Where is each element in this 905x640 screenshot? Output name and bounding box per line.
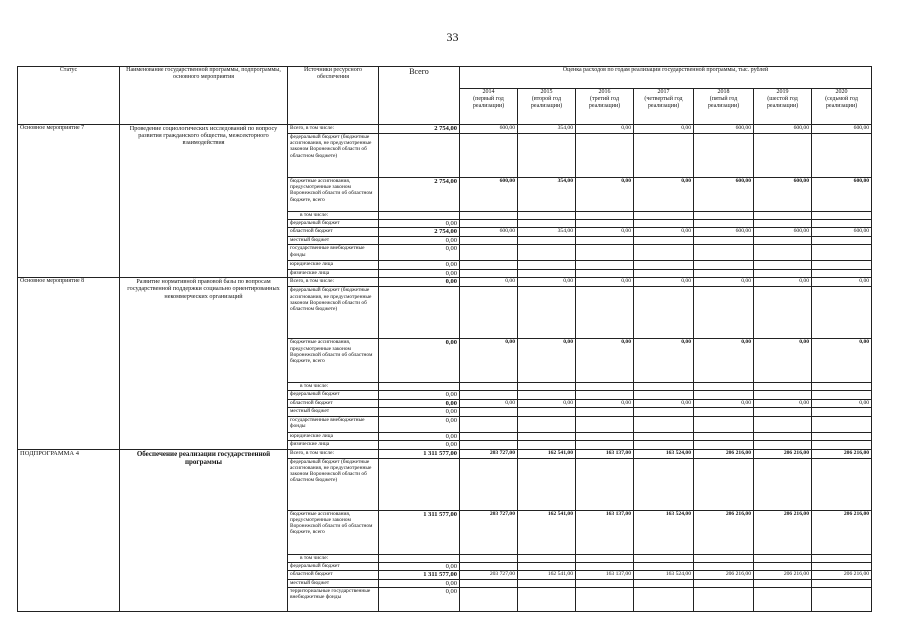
year-value: 0,00 <box>812 399 872 407</box>
year-value <box>694 441 754 449</box>
year-value <box>694 269 754 277</box>
funding-source: областной бюджет <box>288 571 379 579</box>
year-value: 0,00 <box>754 339 812 383</box>
year-value <box>576 134 634 178</box>
year-value: 0,00 <box>634 178 694 212</box>
year-value <box>754 458 812 510</box>
year-value: 206 216,00 <box>694 449 754 458</box>
row-program-name: Проведение социологических исследований по вопросу развития гражданского общества, межсекторного взаимодействия <box>120 125 288 278</box>
year-value <box>518 432 576 440</box>
year-value: 0,00 <box>576 278 634 287</box>
year-value <box>576 383 634 391</box>
year-value: 0,00 <box>518 278 576 287</box>
total-value: 0,00 <box>379 391 460 399</box>
year-value <box>460 458 518 510</box>
funding-source: федеральный бюджет (бюджетные ассигнования, не предусмотренные законом Воронежской области об областном бюджете) <box>288 287 379 339</box>
year-value: 354,00 <box>518 125 576 134</box>
total-value: 0,00 <box>379 236 460 244</box>
year-value <box>518 391 576 399</box>
funding-source: областной бюджет <box>288 399 379 407</box>
total-value: 2 754,00 <box>379 125 460 134</box>
total-value: 0,00 <box>379 261 460 269</box>
row-status: ПОДПРОГРАММА 4 <box>18 449 120 611</box>
year-value <box>460 441 518 449</box>
header-year-5 <box>694 89 754 125</box>
total-value: 0,00 <box>379 441 460 449</box>
funding-source: бюджетные ассигнования, предусмотренные законом Воронежской области об областном бюджете, всего <box>288 339 379 383</box>
year-value: 162 541,00 <box>518 571 576 579</box>
year-value <box>518 245 576 261</box>
year-value <box>694 562 754 570</box>
year-value: 163 524,00 <box>634 571 694 579</box>
year-value: 163 524,00 <box>634 510 694 554</box>
year-note: (второй год реализации) <box>530 95 563 109</box>
year-value <box>634 236 694 244</box>
year-value: 0,00 <box>812 339 872 383</box>
year-value <box>812 408 872 416</box>
year-value <box>694 432 754 440</box>
year-value: 0,00 <box>754 399 812 407</box>
header-year-3 <box>576 89 634 125</box>
year-note: (пятый год реализации) <box>707 95 740 109</box>
year-value <box>812 458 872 510</box>
year-value <box>812 554 872 562</box>
year-value <box>634 261 694 269</box>
year-value <box>634 408 694 416</box>
year-value: 600,00 <box>460 125 518 134</box>
year-value: 600,00 <box>694 228 754 236</box>
year-value: 0,00 <box>694 339 754 383</box>
year-value <box>812 432 872 440</box>
year-value <box>754 220 812 228</box>
year-value: 0,00 <box>634 228 694 236</box>
year-value <box>460 562 518 570</box>
row-status: Основное мероприятие 7 <box>18 125 120 278</box>
year-value: 203 727,00 <box>460 571 518 579</box>
year-value <box>518 269 576 277</box>
year-value <box>754 383 812 391</box>
header-year-7 <box>812 89 872 125</box>
year-value <box>576 562 634 570</box>
year-value: 206 216,00 <box>754 571 812 579</box>
funding-source: в том числе: <box>288 383 379 391</box>
year-value <box>754 245 812 261</box>
funding-source: Всего, в том числе: <box>288 125 379 134</box>
year-value: 0,00 <box>634 339 694 383</box>
year-value <box>694 391 754 399</box>
year-value <box>576 236 634 244</box>
year-value <box>460 391 518 399</box>
year-value <box>576 287 634 339</box>
year-value <box>460 554 518 562</box>
year-value: 600,00 <box>754 228 812 236</box>
year-value <box>460 432 518 440</box>
year-value <box>754 261 812 269</box>
total-value: 0,00 <box>379 399 460 407</box>
year-value <box>576 579 634 587</box>
funding-source: областной бюджет <box>288 228 379 236</box>
year-value <box>754 134 812 178</box>
year-value <box>812 287 872 339</box>
funding-source: юридические лица <box>288 432 379 440</box>
header-name: Наименование государственной программы, подпрограммы, основного мероприятия <box>120 67 288 125</box>
year-value: 354,00 <box>518 178 576 212</box>
funding-source: федеральный бюджет <box>288 391 379 399</box>
year-value <box>812 391 872 399</box>
total-value: 2 754,00 <box>379 178 460 212</box>
year-value <box>518 261 576 269</box>
year-value <box>694 416 754 432</box>
year-value: 163 524,00 <box>634 449 694 458</box>
year-value <box>518 212 576 220</box>
year-value <box>576 441 634 449</box>
table-row <box>18 449 872 458</box>
year-value <box>754 287 812 339</box>
year-value <box>754 408 812 416</box>
year-value <box>518 416 576 432</box>
year-value <box>694 408 754 416</box>
year-value <box>754 441 812 449</box>
year-value <box>812 588 872 612</box>
year-label: 2015 <box>540 89 553 95</box>
year-value <box>576 212 634 220</box>
year-value <box>634 588 694 612</box>
year-value: 0,00 <box>634 278 694 287</box>
table-row <box>18 278 872 287</box>
year-value <box>576 416 634 432</box>
total-value: 0,00 <box>379 432 460 440</box>
year-value <box>754 236 812 244</box>
funding-source: бюджетные ассигнования, предусмотренные законом Воронежской области об областном бюджете, всего <box>288 510 379 554</box>
year-value <box>576 588 634 612</box>
year-value <box>694 236 754 244</box>
header-status: Статус <box>18 67 120 125</box>
year-label: 2014 <box>482 89 495 95</box>
total-value: 0,00 <box>379 416 460 432</box>
year-value <box>576 432 634 440</box>
year-value: 0,00 <box>634 125 694 134</box>
year-value: 0,00 <box>694 278 754 287</box>
total-value: 0,00 <box>379 220 460 228</box>
year-value <box>576 554 634 562</box>
year-value <box>634 287 694 339</box>
year-value <box>634 441 694 449</box>
year-value <box>634 212 694 220</box>
year-value <box>634 562 694 570</box>
year-note: (третий год реализации) <box>588 95 621 109</box>
year-value <box>460 287 518 339</box>
year-value <box>694 579 754 587</box>
year-value <box>518 588 576 612</box>
year-value: 163 137,00 <box>576 571 634 579</box>
funding-source: бюджетные ассигнования, предусмотренные законом Воронежской области об областном бюджете, всего <box>288 178 379 212</box>
year-value <box>812 212 872 220</box>
year-value <box>694 458 754 510</box>
year-value <box>576 458 634 510</box>
year-label: 2017 <box>657 89 670 95</box>
table-row <box>18 125 872 134</box>
page-number: 33 <box>446 30 459 44</box>
year-value <box>460 579 518 587</box>
year-value: 0,00 <box>576 125 634 134</box>
year-value: 0,00 <box>812 278 872 287</box>
total-value <box>379 287 460 339</box>
year-value: 0,00 <box>754 278 812 287</box>
year-value <box>634 391 694 399</box>
total-value: 0,00 <box>379 588 460 612</box>
total-value: 0,00 <box>379 408 460 416</box>
funding-source: Всего, в том числе: <box>288 278 379 287</box>
header-row-1 <box>18 67 872 89</box>
year-value <box>634 554 694 562</box>
year-value <box>694 220 754 228</box>
year-value <box>694 134 754 178</box>
year-value <box>460 220 518 228</box>
total-value <box>379 134 460 178</box>
total-value: 1 311 577,00 <box>379 449 460 458</box>
year-value: 0,00 <box>576 178 634 212</box>
funding-source: физические лица <box>288 441 379 449</box>
funding-source: местный бюджет <box>288 579 379 587</box>
year-value: 600,00 <box>754 178 812 212</box>
year-value <box>518 458 576 510</box>
total-value: 0,00 <box>379 269 460 277</box>
year-value <box>634 458 694 510</box>
year-value <box>576 245 634 261</box>
total-value <box>379 554 460 562</box>
year-value <box>812 383 872 391</box>
total-value: 0,00 <box>379 579 460 587</box>
year-value <box>460 134 518 178</box>
year-value: 0,00 <box>576 228 634 236</box>
year-value <box>518 579 576 587</box>
year-value <box>754 554 812 562</box>
year-value <box>634 416 694 432</box>
year-value <box>634 269 694 277</box>
year-value <box>634 220 694 228</box>
year-value <box>576 269 634 277</box>
year-value <box>576 408 634 416</box>
year-value <box>754 562 812 570</box>
year-value: 354,00 <box>518 228 576 236</box>
year-value: 206 216,00 <box>694 571 754 579</box>
year-value: 0,00 <box>460 399 518 407</box>
year-value <box>694 383 754 391</box>
year-value: 0,00 <box>460 278 518 287</box>
year-value <box>518 383 576 391</box>
year-value <box>518 236 576 244</box>
year-value <box>812 579 872 587</box>
year-label: 2019 <box>776 89 789 95</box>
year-value <box>812 269 872 277</box>
total-value: 1 311 577,00 <box>379 510 460 554</box>
year-value <box>460 588 518 612</box>
funding-source: территориальные государственные внебюджетные фонды <box>288 588 379 612</box>
year-value: 600,00 <box>754 125 812 134</box>
year-value <box>812 236 872 244</box>
header-total: Всего <box>379 67 460 125</box>
year-value <box>812 261 872 269</box>
year-value <box>460 212 518 220</box>
year-value <box>634 383 694 391</box>
total-value <box>379 383 460 391</box>
resource-table <box>17 66 872 612</box>
year-value: 0,00 <box>634 399 694 407</box>
year-value <box>754 391 812 399</box>
year-value: 163 137,00 <box>576 449 634 458</box>
year-value <box>634 432 694 440</box>
year-value <box>812 416 872 432</box>
year-value <box>754 588 812 612</box>
year-value: 0,00 <box>518 399 576 407</box>
total-value: 2 754,00 <box>379 228 460 236</box>
year-value: 162 541,00 <box>518 510 576 554</box>
year-note: (седьмой год реализации) <box>825 95 858 109</box>
year-value: 206 216,00 <box>812 449 872 458</box>
year-value <box>812 562 872 570</box>
funding-source: местный бюджет <box>288 236 379 244</box>
total-value: 0,00 <box>379 245 460 261</box>
header-year-1 <box>460 89 518 125</box>
year-value <box>518 408 576 416</box>
funding-source: физические лица <box>288 269 379 277</box>
year-value <box>460 416 518 432</box>
funding-source: Всего, в том числе: <box>288 449 379 458</box>
year-note: (шестой год реализации) <box>766 95 799 109</box>
year-value <box>460 261 518 269</box>
year-value <box>518 220 576 228</box>
year-value <box>754 212 812 220</box>
year-value <box>518 134 576 178</box>
year-value <box>634 245 694 261</box>
header-year-6 <box>754 89 812 125</box>
year-value: 600,00 <box>694 178 754 212</box>
year-value <box>576 391 634 399</box>
total-value <box>379 212 460 220</box>
funding-source: федеральный бюджет <box>288 562 379 570</box>
year-label: 2020 <box>835 89 848 95</box>
year-value <box>518 554 576 562</box>
header-year-2 <box>518 89 576 125</box>
year-value <box>754 416 812 432</box>
year-value <box>812 245 872 261</box>
year-value <box>754 432 812 440</box>
year-value: 600,00 <box>812 178 872 212</box>
year-value <box>634 134 694 178</box>
year-note: (четвертый год реализации) <box>644 95 683 109</box>
year-value: 600,00 <box>460 178 518 212</box>
header-sources: Источники ресурсного обеспечения <box>288 67 379 125</box>
year-value <box>460 269 518 277</box>
year-value: 203 727,00 <box>460 449 518 458</box>
year-value <box>754 269 812 277</box>
year-value: 163 137,00 <box>576 510 634 554</box>
total-value: 0,00 <box>379 562 460 570</box>
year-value <box>694 287 754 339</box>
year-value: 600,00 <box>694 125 754 134</box>
year-value: 162 541,00 <box>518 449 576 458</box>
year-value <box>460 245 518 261</box>
year-value <box>634 579 694 587</box>
year-value <box>576 220 634 228</box>
year-value <box>694 588 754 612</box>
year-value <box>460 408 518 416</box>
year-value <box>460 236 518 244</box>
total-value: 0,00 <box>379 339 460 383</box>
year-value: 206 216,00 <box>812 571 872 579</box>
funding-source: государственные внебюджетные фонды <box>288 245 379 261</box>
year-value <box>460 383 518 391</box>
row-status: Основное мероприятие 8 <box>18 278 120 449</box>
total-value: 0,00 <box>379 278 460 287</box>
year-value <box>812 220 872 228</box>
total-value: 1 311 577,00 <box>379 571 460 579</box>
year-value <box>754 579 812 587</box>
year-value: 0,00 <box>576 399 634 407</box>
year-label: 2018 <box>717 89 730 95</box>
year-value: 206 216,00 <box>754 510 812 554</box>
year-value <box>576 261 634 269</box>
year-value: 206 216,00 <box>754 449 812 458</box>
year-value <box>518 441 576 449</box>
year-value <box>694 554 754 562</box>
year-value <box>812 134 872 178</box>
year-value: 203 727,00 <box>460 510 518 554</box>
funding-source: федеральный бюджет <box>288 220 379 228</box>
year-value <box>694 261 754 269</box>
year-value <box>694 212 754 220</box>
year-value: 0,00 <box>694 399 754 407</box>
row-program-name: Развитие нормативной правовой базы по вопросам государственной поддержки социально ориентированных некоммерческих организаций <box>120 278 288 449</box>
header-estimate: Оценка расходов по годам реализации государственной программы, тыс. рублей <box>460 67 872 89</box>
year-value: 206 216,00 <box>812 510 872 554</box>
year-value: 0,00 <box>576 339 634 383</box>
funding-source: в том числе: <box>288 212 379 220</box>
year-note: (первый год реализации) <box>472 95 505 109</box>
year-value: 0,00 <box>518 339 576 383</box>
header-year-4 <box>634 89 694 125</box>
row-program-name: Обеспечение реализации государственной программы <box>120 449 288 611</box>
year-value: 206 216,00 <box>694 510 754 554</box>
year-value: 600,00 <box>812 125 872 134</box>
year-value <box>518 287 576 339</box>
year-value <box>518 562 576 570</box>
year-value: 600,00 <box>812 228 872 236</box>
year-value <box>812 441 872 449</box>
year-value: 600,00 <box>460 228 518 236</box>
year-label: 2016 <box>598 89 611 95</box>
funding-source: в том числе: <box>288 554 379 562</box>
total-value <box>379 458 460 510</box>
funding-source: местный бюджет <box>288 408 379 416</box>
year-value <box>694 245 754 261</box>
funding-source: федеральный бюджет (бюджетные ассигнования, не предусмотренные законом Воронежской области об областном бюджете) <box>288 134 379 178</box>
funding-source: федеральный бюджет (бюджетные ассигнования, не предусмотренные законом Воронежской области об областном бюджете) <box>288 458 379 510</box>
funding-source: государственные внебюджетные фонды <box>288 416 379 432</box>
year-value: 0,00 <box>460 339 518 383</box>
funding-source: юридические лица <box>288 261 379 269</box>
